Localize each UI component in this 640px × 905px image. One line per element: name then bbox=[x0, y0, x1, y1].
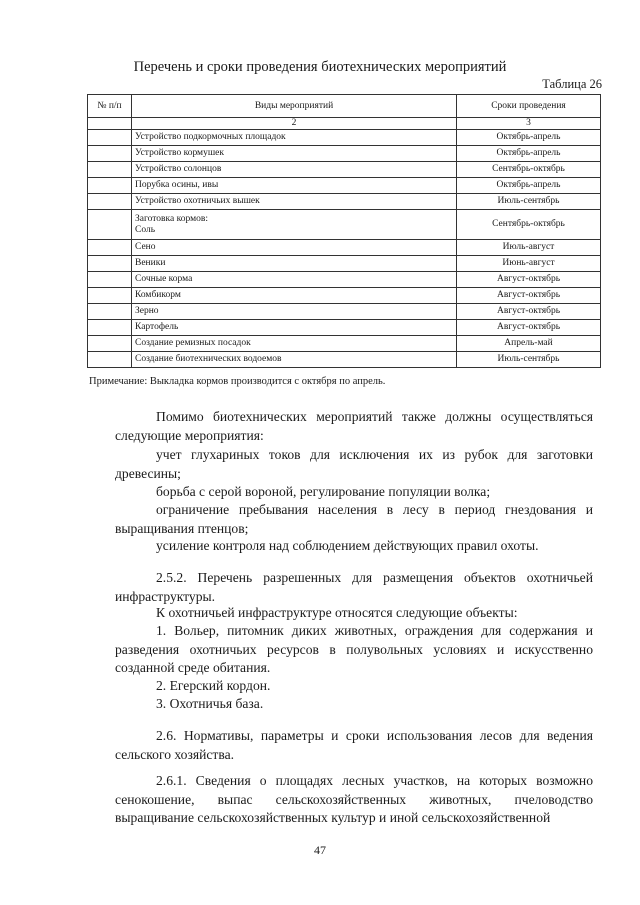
row-num bbox=[88, 210, 132, 240]
table-row bbox=[88, 130, 601, 146]
colnum-1 bbox=[88, 118, 132, 130]
row-term: Июль-август bbox=[457, 240, 601, 256]
row-work-sub: Соль bbox=[135, 224, 156, 235]
row-work-multi bbox=[132, 210, 457, 240]
paragraph: 2.6.1. Сведения о площадях лесных участков, на которых возможно сенокошение, выпас сельскохозяйственных животных, пчеловодство выращивание сельскохозяйственных культур и иной сельскохозяйственной bbox=[115, 773, 593, 825]
row-term: Август-октябрь bbox=[457, 272, 601, 288]
row-term: Июль-сентябрь bbox=[457, 194, 601, 210]
row-work: Картофель bbox=[132, 320, 457, 336]
row-num bbox=[88, 240, 132, 256]
table-row bbox=[88, 256, 601, 272]
row-num bbox=[88, 304, 132, 320]
row-work: Веники bbox=[132, 256, 457, 272]
row-num bbox=[88, 272, 132, 288]
table-row bbox=[88, 272, 601, 288]
row-work: Заготовка кормов: bbox=[135, 213, 208, 224]
row-num bbox=[88, 288, 132, 304]
row-term-sub: Сентябрь-октябрь bbox=[492, 219, 565, 229]
row-num bbox=[88, 352, 132, 368]
table-title: Перечень и сроки проведения биотехнических мероприятий bbox=[133, 59, 507, 75]
paragraph: Помимо биотехнических мероприятий также должны осуществляться следующие мероприятия: bbox=[115, 409, 593, 443]
row-num bbox=[88, 130, 132, 146]
list-item: 3. Охотничья база. bbox=[156, 696, 264, 711]
row-num bbox=[88, 162, 132, 178]
table-row bbox=[88, 288, 601, 304]
row-term: Октябрь-апрель bbox=[457, 146, 601, 162]
row-term: Август-октябрь bbox=[457, 320, 601, 336]
row-work: Комбикорм bbox=[132, 288, 457, 304]
row-work: Зерно bbox=[132, 304, 457, 320]
row-term: Июнь-август bbox=[457, 256, 601, 272]
colnum-2: 2 bbox=[132, 118, 457, 130]
biotech-measures-table bbox=[87, 94, 601, 368]
header-num: № п/п bbox=[88, 95, 132, 118]
table-row bbox=[88, 304, 601, 320]
paragraph: борьба с серой вороной, регулирование популяции волка; bbox=[156, 484, 491, 499]
row-num bbox=[88, 256, 132, 272]
page-number: 47 bbox=[314, 843, 326, 857]
row-term: Август-октябрь bbox=[457, 288, 601, 304]
row-work: Порубка осины, ивы bbox=[132, 178, 457, 194]
section-heading: 2.6. Нормативы, параметры и сроки использования лесов для ведения сельского хозяйства. bbox=[115, 728, 593, 762]
row-work: Устройство охотничьих вышек bbox=[132, 194, 457, 210]
table-row bbox=[88, 178, 601, 194]
row-num bbox=[88, 336, 132, 352]
paragraph: ограничение пребывания населения в лесу в период гнездования и выращивания птенцов; bbox=[115, 502, 593, 536]
row-num bbox=[88, 194, 132, 210]
row-num bbox=[88, 178, 132, 194]
row-term-multi bbox=[457, 210, 601, 240]
row-work: Сочные корма bbox=[132, 272, 457, 288]
table-row bbox=[88, 194, 601, 210]
row-work: Устройство кормушек bbox=[132, 146, 457, 162]
colnum-3: 3 bbox=[457, 118, 601, 130]
row-num bbox=[88, 320, 132, 336]
row-work: Устройство подкормочных площадок bbox=[132, 130, 457, 146]
table-row bbox=[88, 162, 601, 178]
table-row bbox=[88, 240, 601, 256]
table-row bbox=[88, 352, 601, 368]
table-row bbox=[88, 146, 601, 162]
row-work: Создание ремизных посадок bbox=[132, 336, 457, 352]
table-row bbox=[88, 210, 601, 240]
header-term: Сроки проведения bbox=[457, 95, 601, 118]
row-term: Октябрь-апрель bbox=[457, 130, 601, 146]
list-item: 1. Вольер, питомник диких животных, ограждения для содержания и разведения охотничьих ресурсов в полувольных условиях и искусственно созданной среде обитания. bbox=[115, 623, 593, 675]
table-row bbox=[88, 320, 601, 336]
table-label: Таблица 26 bbox=[542, 77, 602, 91]
row-work: Создание биотехнических водоемов bbox=[132, 352, 457, 368]
row-term: Август-октябрь bbox=[457, 304, 601, 320]
paragraph: К охотничьей инфраструктуре относятся следующие объекты: bbox=[156, 605, 518, 620]
table-note: Примечание: Выкладка кормов производится с октября по апрель. bbox=[89, 376, 386, 387]
row-num bbox=[88, 146, 132, 162]
paragraph: усиление контроля над соблюдением действующих правил охоты. bbox=[156, 538, 539, 553]
paragraph: учет глухариных токов для исключения их из рубок для заготовки древесины; bbox=[115, 447, 593, 481]
list-item: 2. Егерский кордон. bbox=[156, 678, 271, 693]
row-term: Октябрь-апрель bbox=[457, 178, 601, 194]
row-term: Июль-сентябрь bbox=[457, 352, 601, 368]
row-term: Сентябрь-октябрь bbox=[457, 162, 601, 178]
row-term: Апрель-май bbox=[457, 336, 601, 352]
row-work: Сено bbox=[132, 240, 457, 256]
section-heading: 2.5.2. Перечень разрешенных для размещения объектов охотничьей инфраструктуры. bbox=[115, 570, 593, 604]
row-work: Устройство солонцов bbox=[132, 162, 457, 178]
table-row bbox=[88, 336, 601, 352]
header-work: Виды мероприятий bbox=[132, 95, 457, 118]
